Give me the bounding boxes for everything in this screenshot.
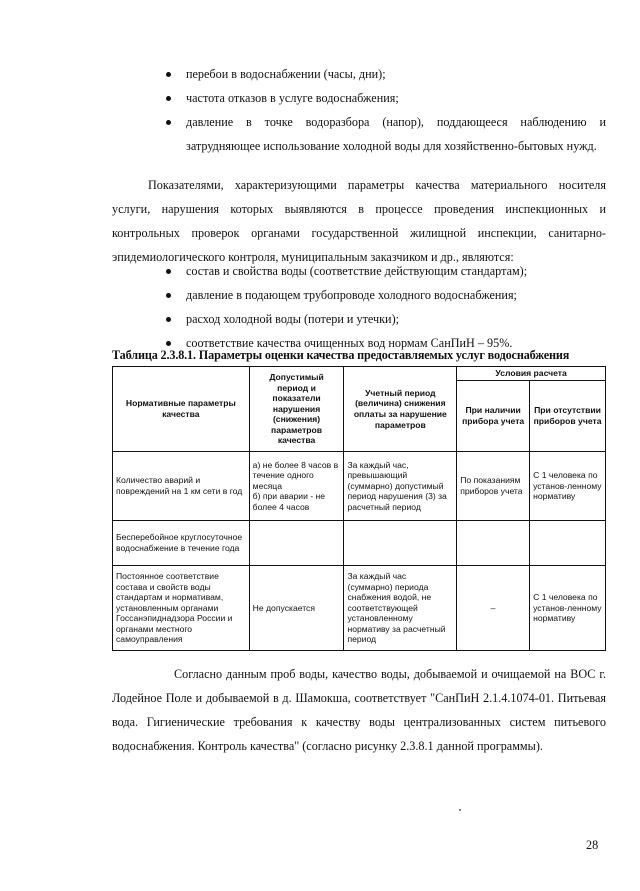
table-cell xyxy=(457,521,530,566)
bullet-icon xyxy=(166,269,171,274)
list-item: состав и свойства воды (соответствие действующим стандартам); xyxy=(166,259,606,283)
header-with-meter: При наличии прибора учета xyxy=(457,380,530,451)
table-cell: а) не более 8 часов в течение одного месяца б) при аварии - не более 4 часов xyxy=(249,452,344,521)
list-item: давление в точке водоразбора (напор), поддающееся наблюдению и затрудняющее использование холодной воды для хозяйственно-бытовых нужд. xyxy=(166,110,606,158)
table-row xyxy=(113,452,606,521)
table-cell: По показаниям приборов учета xyxy=(457,452,530,521)
header-accounting-period: Учетный период (величина) снижения оплаты за нарушение параметров xyxy=(344,367,457,452)
list-item: давление в подающем трубопроводе холодного водоснабжения; xyxy=(166,283,606,307)
list-item: соответствие качества очищенных вод нормам СанПиН – 95%. xyxy=(166,331,606,355)
table-cell xyxy=(344,521,457,566)
bullet-icon xyxy=(166,317,171,322)
scan-speck xyxy=(459,809,461,811)
table-row xyxy=(113,521,606,566)
header-calculation-conditions: Условия расчета xyxy=(457,367,606,381)
bullet-icon xyxy=(166,96,171,101)
table-cell: Не допускается xyxy=(249,566,344,651)
table-cell: Количество аварий и повреждений на 1 км сети в год xyxy=(113,452,250,521)
table-cell xyxy=(249,521,344,566)
table-cell: С 1 человека по установ-ленному нормативу xyxy=(530,452,606,521)
table-cell: За каждый час, превышающий (суммарно) допустимый период нарушения (3) за расчетный период xyxy=(344,452,457,521)
indicators-bullet-list xyxy=(166,259,606,355)
indicators-paragraph: Показателями, характеризующими параметры качества материального носителя услуги, нарушения которых выявляются в процессе проведения инспекционных и контрольных проверок органами государственной жилищной инспекции, санитарно-эпидемиологического контроля, муниципальным заказчиком и др., являются: xyxy=(112,178,606,264)
header-parameters: Нормативные параметры качества xyxy=(113,367,250,452)
table-cell: Постоянное соответствие состава и свойств воды стандартам и нормативам, установленным органами Госсанэпиднадзора России и органами местного самоуправления xyxy=(113,566,250,651)
header-allowed-period: Допустимый период и показатели нарушения (снижения) параметров качества xyxy=(249,367,344,452)
page-number: 28 xyxy=(586,838,599,852)
bullet-icon xyxy=(166,120,171,125)
quality-parameters-table xyxy=(112,366,606,651)
header-without-meter: При отсутствии приборов учета xyxy=(530,380,606,451)
table-cell xyxy=(530,521,606,566)
bullet-icon xyxy=(166,72,171,77)
table-caption: Таблица 2.3.8.1. Параметры оценки качества предоставляемых услуг водоснабжения xyxy=(112,348,570,362)
list-item: расход холодной воды (потери и утечки); xyxy=(166,307,606,331)
table-row xyxy=(113,566,606,651)
water-samples-paragraph: Согласно данным проб воды, качество воды, добываемой и очищаемой на ВОС г. Лодейное Поле и добываемой в д. Шамокша, соответствует "СанПиН 2.1.4.1074-01. Питьевая вода. Гигиенические требования к качеству воды централизованных систем питьевого водоснабжения. Контроль качества" (согласно рисунку 2.3.8.1 данной программы). xyxy=(112,667,606,753)
problems-bullet-list xyxy=(166,62,606,158)
bullet-icon xyxy=(166,341,171,346)
table-cell: За каждый час (суммарно) периода снабжения водой, не соответствующей установленному нормативу за расчетный период xyxy=(344,566,457,651)
table-cell: – xyxy=(457,566,530,651)
table-cell: Бесперебойное круглосуточное водоснабжение в течение года xyxy=(113,521,250,566)
table-header-row xyxy=(113,367,606,381)
bullet-icon xyxy=(166,293,171,298)
list-item: перебои в водоснабжении (часы, дни); xyxy=(166,62,606,86)
list-item: частота отказов в услуге водоснабжения; xyxy=(166,86,606,110)
table-cell: С 1 человека по установ-ленному нормативу xyxy=(530,566,606,651)
